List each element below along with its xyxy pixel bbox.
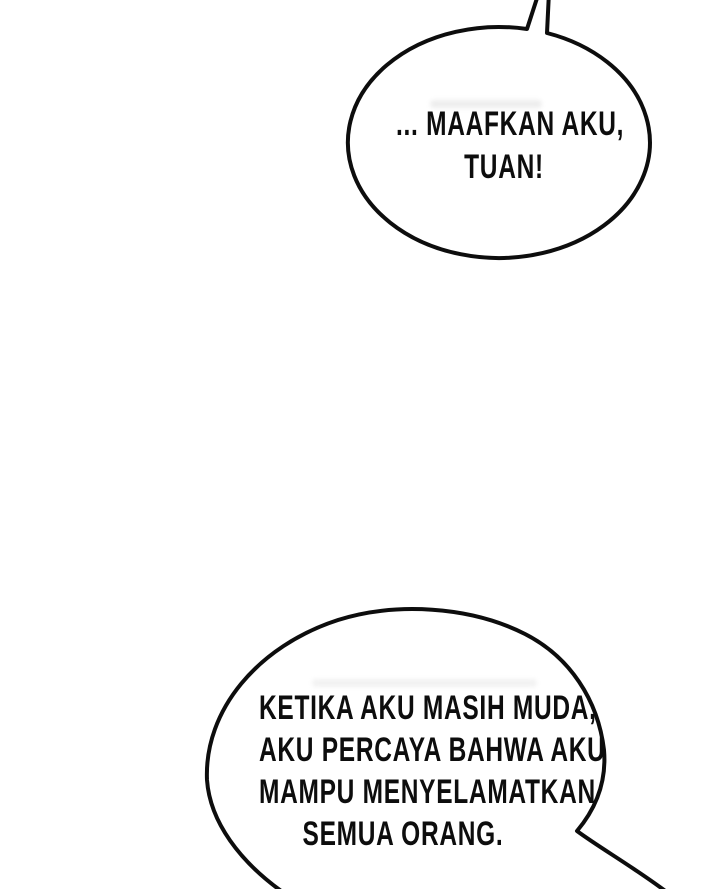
speech-line: KETIKA AKU MASIH MUDA, [259, 689, 597, 727]
speech-bubble-bottom-text [259, 687, 606, 855]
speech-line: SEMUA ORANG. [302, 815, 504, 853]
speech-bubble-top-text [396, 103, 625, 189]
speech-line: MAMPU MENYELAMATKAN [259, 773, 596, 811]
speech-line: AKU PERCAYA BAHWA AKU [259, 731, 606, 769]
speech-line: ... MAAFKAN AKU, [396, 105, 625, 143]
erased-text-artifact-bottom [312, 679, 537, 687]
speech-line: TUAN! [464, 148, 544, 186]
